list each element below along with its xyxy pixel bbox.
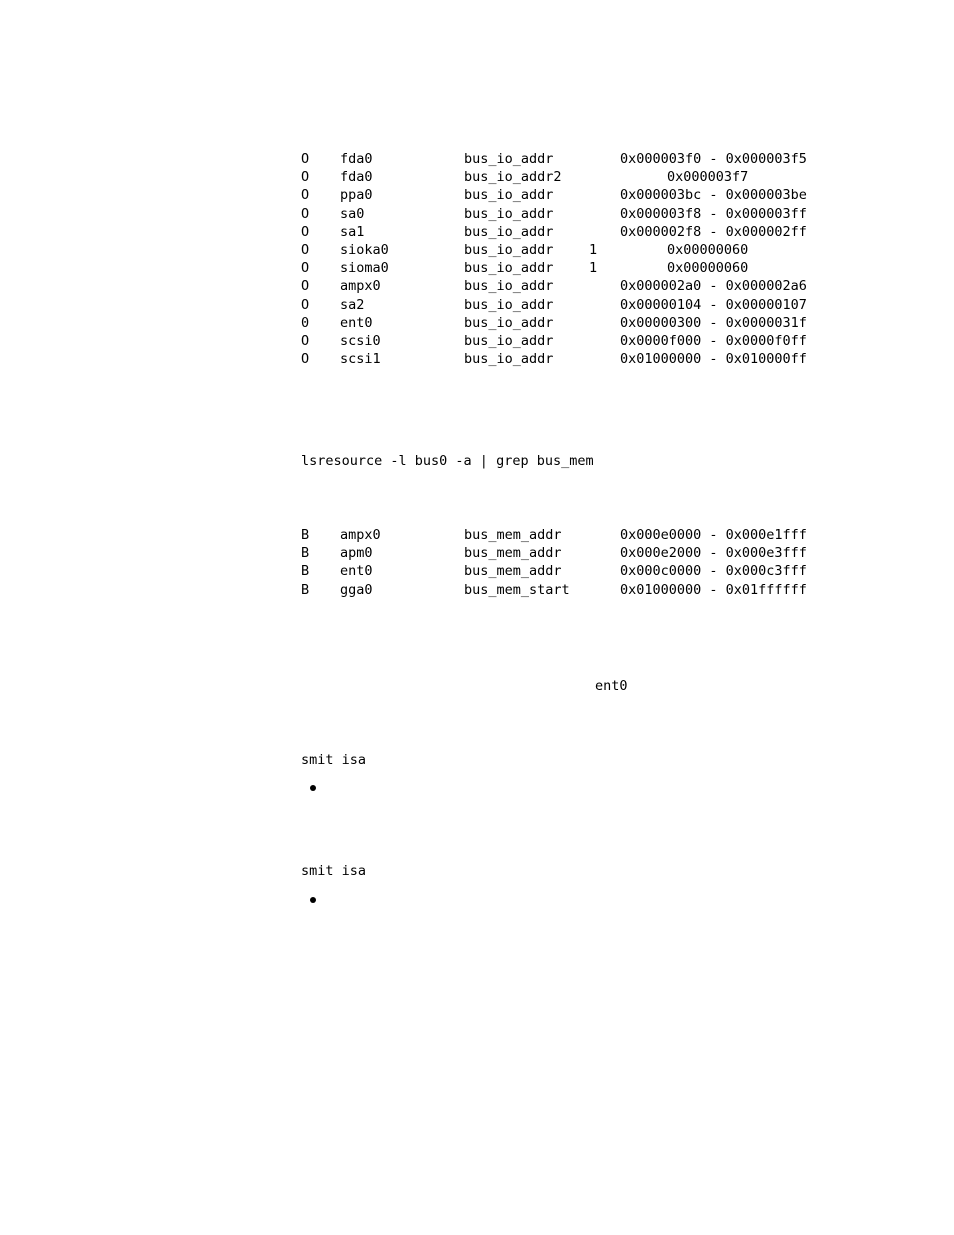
table-row	[0, 277, 954, 295]
bullet-point-2	[310, 897, 316, 903]
device-name-cell: gga0	[340, 581, 373, 598]
status-cell: O	[301, 278, 310, 295]
table-row	[0, 168, 954, 186]
table-row	[0, 205, 954, 223]
device-name-cell: ent0	[340, 563, 373, 580]
device-name-cell: ampx0	[340, 278, 381, 295]
table-row	[0, 259, 954, 277]
device-name-cell: sa2	[340, 296, 365, 313]
resource-type-cell: bus_io_addr	[464, 223, 554, 240]
resource-type-cell: bus_io_addr	[464, 151, 554, 167]
resource-type-cell: bus_io_addr	[464, 205, 554, 222]
count-cell: 1	[589, 260, 598, 277]
status-cell: B	[301, 581, 310, 598]
table-row	[0, 332, 954, 350]
table-row	[0, 314, 954, 332]
address-range-cell: 0x000e0000 - 0x000e1fff	[620, 527, 807, 543]
status-cell: O	[301, 242, 310, 258]
resource-type-cell: bus_io_addr	[464, 260, 554, 277]
table-row	[0, 562, 954, 580]
status-cell: O	[301, 151, 310, 167]
resource-type-cell: bus_io_addr	[464, 314, 554, 331]
status-cell: 0	[301, 314, 310, 331]
address-range-cell: 0x01000000 - 0x010000ff	[620, 351, 807, 368]
table-row	[0, 581, 954, 599]
device-name-cell: scsi0	[340, 333, 381, 349]
address-range-cell: 0x000c0000 - 0x000c3fff	[620, 563, 807, 580]
resource-type-cell: bus_mem_addr	[464, 545, 562, 562]
address-range-cell: 0x000003bc - 0x000003be	[620, 187, 807, 204]
resource-type-cell: bus_mem_addr	[464, 563, 562, 580]
address-range-cell: 0x000e2000 - 0x000e3fff	[620, 545, 807, 562]
device-name-cell: sioka0	[340, 242, 389, 258]
table-row	[0, 241, 954, 259]
status-cell: O	[301, 205, 310, 222]
table-row	[0, 223, 954, 241]
resource-type-cell: bus_mem_start	[464, 581, 570, 598]
table-row	[0, 350, 954, 368]
bullet-point-1	[310, 785, 316, 791]
lsresource-command: lsresource -l bus0 -a | grep bus_mem	[301, 453, 594, 469]
count-cell: 1	[589, 242, 598, 258]
address-range-cell: 0x000003f8 - 0x000003ff	[620, 205, 807, 222]
address-range-cell: 0x00000060	[667, 242, 749, 258]
resource-type-cell: bus_io_addr	[464, 296, 554, 313]
address-range-cell: 0x01000000 - 0x01ffffff	[620, 581, 807, 598]
device-name-cell: apm0	[340, 545, 373, 562]
device-name-cell: fda0	[340, 151, 373, 167]
status-cell: B	[301, 545, 310, 562]
status-cell: B	[301, 527, 310, 543]
inline-device-name: ent0	[595, 678, 628, 694]
status-cell: B	[301, 563, 310, 580]
address-range-cell: 0x000003f0 - 0x000003f5	[620, 151, 807, 167]
address-range-cell: 0x000003f7	[667, 169, 749, 186]
table-row	[0, 526, 954, 544]
device-name-cell: scsi1	[340, 351, 381, 368]
device-name-cell: ppa0	[340, 187, 373, 204]
device-name-cell: ent0	[340, 314, 373, 331]
status-cell: O	[301, 169, 310, 186]
status-cell: O	[301, 333, 310, 349]
table-row	[0, 186, 954, 204]
address-range-cell: 0x00000300 - 0x0000031f	[620, 314, 807, 331]
device-name-cell: ampx0	[340, 527, 381, 543]
status-cell: O	[301, 187, 310, 204]
status-cell: O	[301, 260, 310, 277]
resource-type-cell: bus_io_addr2	[464, 169, 562, 186]
status-cell: O	[301, 223, 310, 240]
device-name-cell: sa0	[340, 205, 365, 222]
resource-type-cell: bus_io_addr	[464, 351, 554, 368]
resource-type-cell: bus_io_addr	[464, 278, 554, 295]
address-range-cell: 0x000002a0 - 0x000002a6	[620, 278, 807, 295]
address-range-cell: 0x000002f8 - 0x000002ff	[620, 223, 807, 240]
table-row	[0, 150, 954, 168]
smit-isa-command-2: smit isa	[301, 863, 367, 879]
resource-type-cell: bus_io_addr	[464, 187, 554, 204]
resource-type-cell: bus_io_addr	[464, 242, 554, 258]
address-range-cell: 0x00000060	[667, 260, 749, 277]
device-name-cell: fda0	[340, 169, 373, 186]
address-range-cell: 0x0000f000 - 0x0000f0ff	[620, 333, 807, 349]
device-name-cell: sioma0	[340, 260, 389, 277]
status-cell: O	[301, 351, 310, 368]
table-row	[0, 544, 954, 562]
resource-type-cell: bus_io_addr	[464, 333, 554, 349]
address-range-cell: 0x00000104 - 0x00000107	[620, 296, 807, 313]
table-row	[0, 296, 954, 314]
smit-isa-command-1: smit isa	[301, 752, 367, 768]
status-cell: O	[301, 296, 310, 313]
resource-type-cell: bus_mem_addr	[464, 527, 562, 543]
device-name-cell: sa1	[340, 223, 365, 240]
